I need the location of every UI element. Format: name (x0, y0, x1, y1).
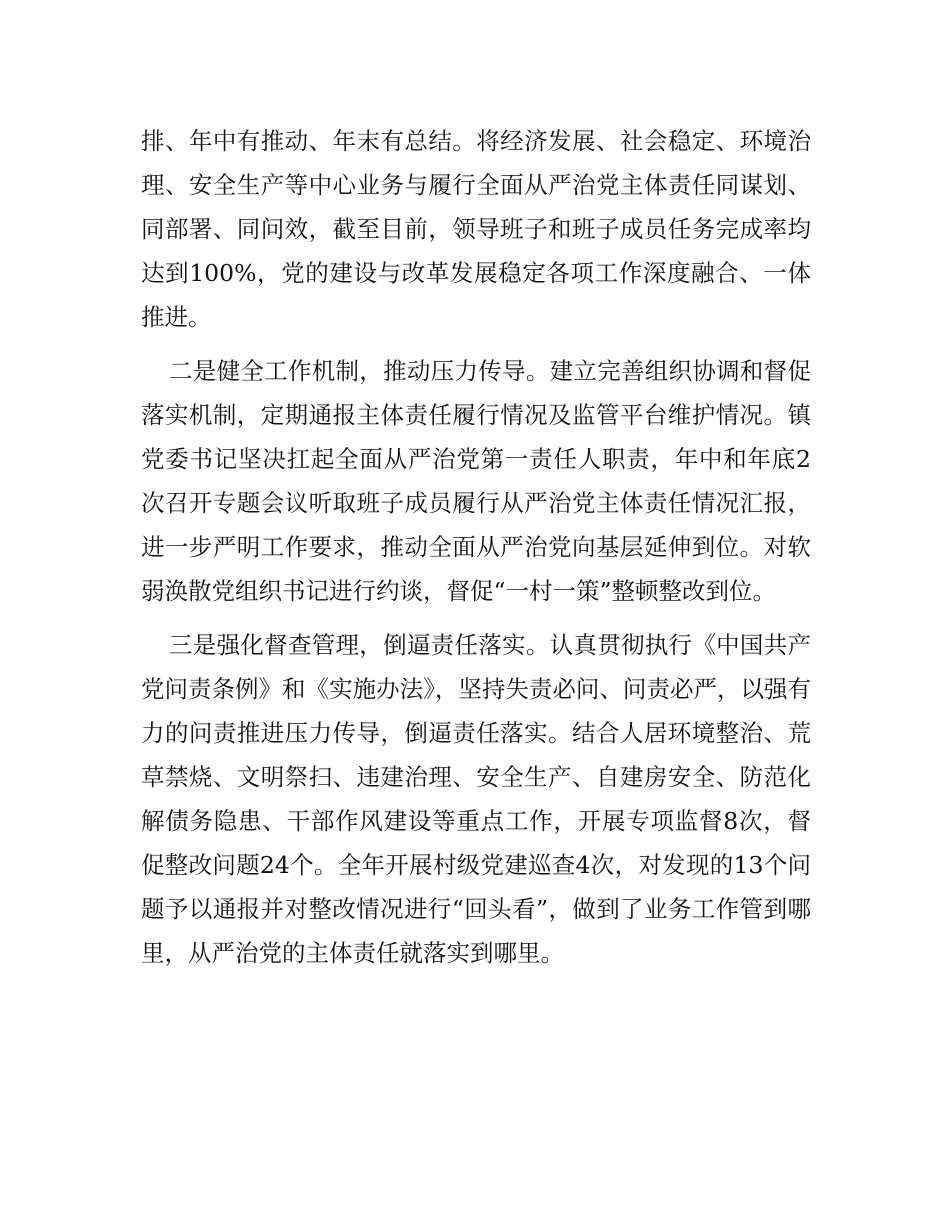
paragraph-continuation: 排、年中有推动、年末有总结。将经济发展、社会稳定、环境治理、安全生产等中心业务与履行全面从严治党主体责任同谋划、同部署、同问效，截至目前，领导班子和班子成员任务完成率均达到100%，党的建设与改革发展稳定各项工作深度融合、一体推进。 (141, 127, 811, 331)
paragraph-supervision: 三是强化督查管理，倒逼责任落实。认真贯彻执行《中国共产党问责条例》和《实施办法》，坚持失责必问、问责必严，以强有力的问责推进压力传导，倒逼责任落实。结合人居环境整治、荒草禁烧、文明祭扫、违建治理、安全生产、自建房安全、防范化解债务隐患、干部作风建设等重点工作，开展专项监督8次，督促整改问题24个。全年开展村级党建巡查4次，对发现的13个问题予以通报并对整改情况进行“回头看”，做到了业务工作管到哪里，从严治党的主体责任就落实到哪里。 (141, 631, 811, 967)
document-body (141, 119, 811, 985)
paragraph-work-mechanism: 二是健全工作机制，推动压力传导。建立完善组织协调和督促落实机制，定期通报主体责任履行情况及监管平台维护情况。镇党委书记坚决扛起全面从严治党第一责任人职责，年中和年底2次召开专题会议听取班子成员履行从严治党主体责任情况汇报，进一步严明工作要求，推动全面从严治党向基层延伸到位。对软弱涣散党组织书记进行约谈，督促“一村一策”整顿整改到位。 (141, 357, 811, 605)
